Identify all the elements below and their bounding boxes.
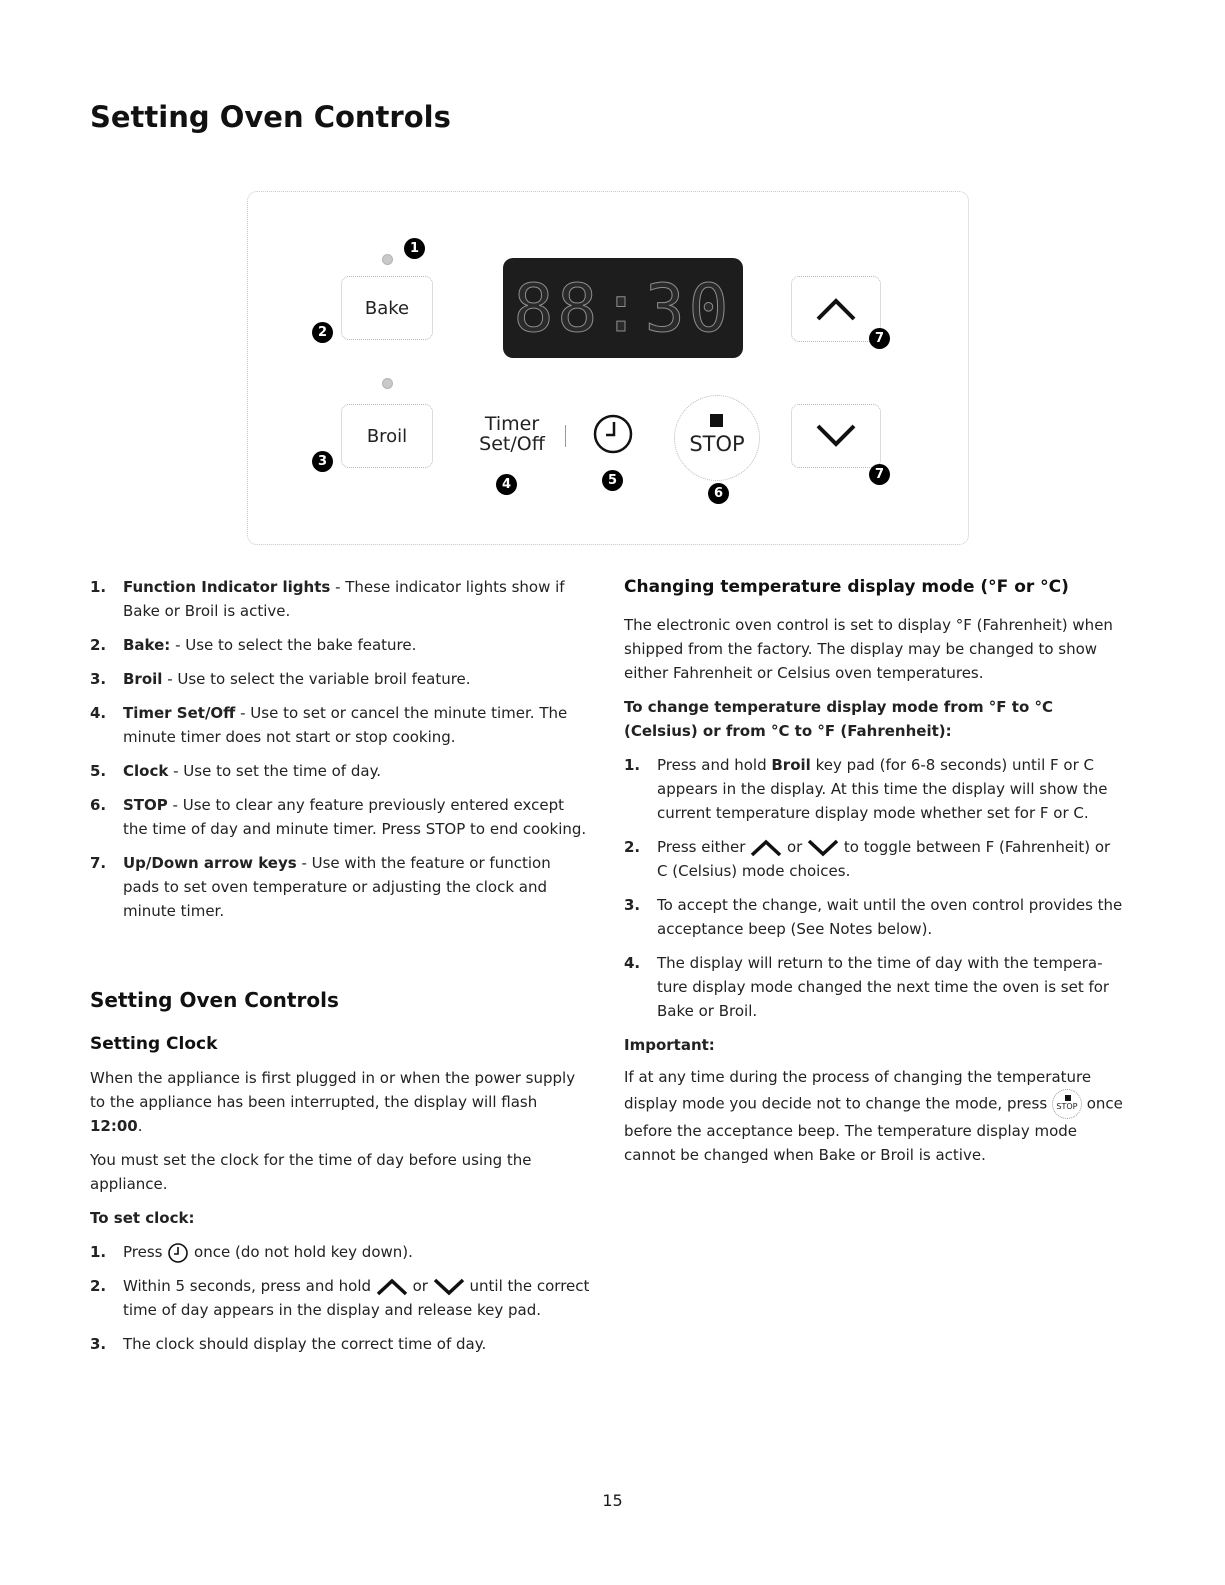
feature-item <box>90 667 590 691</box>
item-number: 4. <box>90 704 107 722</box>
item-term: Bake: <box>123 636 171 654</box>
feature-list <box>90 575 590 933</box>
step-text: to toggle between F (Fahrenheit) or C (Celsius) mode choices. <box>657 838 1111 880</box>
step-text: The clock should display the correct time of day. <box>123 1335 487 1353</box>
section-subheading: Setting Clock <box>90 1034 218 1054</box>
callout-6: 6 <box>708 483 729 504</box>
step-number: 2. <box>90 1277 107 1295</box>
item-term: Function Indicator lights <box>123 578 331 596</box>
feature-item <box>90 759 590 783</box>
step-item <box>90 1332 590 1356</box>
paragraph: You must set the clock for the time of day before using the appliance. <box>90 1151 532 1193</box>
down-arrow-icon <box>807 839 839 857</box>
step-text: To accept the change, wait until the oven control provides the acceptance beep (See Notes below). <box>657 896 1123 938</box>
up-arrow-icon <box>750 839 782 857</box>
note-text: once before the acceptance beep. The temperature display mode cannot be changed when Bake or Broil is active. <box>624 1094 1123 1164</box>
timer-set-off-button[interactable] <box>472 414 552 454</box>
callout-2: 2 <box>312 322 333 343</box>
item-number: 6. <box>90 796 107 814</box>
step-key: Broil <box>771 756 811 774</box>
item-term: Timer Set/Off <box>123 704 236 722</box>
page-number: 15 <box>602 1491 623 1510</box>
step-number: 2. <box>624 838 641 856</box>
instruction-label: To set clock: <box>90 1209 195 1227</box>
clock-button-icon[interactable] <box>592 413 634 455</box>
callout-1: 1 <box>404 238 425 259</box>
step-number: 3. <box>90 1335 107 1353</box>
step-number: 4. <box>624 954 641 972</box>
step-item <box>90 1274 590 1322</box>
step-item <box>624 893 1124 941</box>
callout-7-down: 7 <box>869 464 890 485</box>
note-text: If at any time during the process of changing the temperature display mode you decide not to change the mode, press <box>624 1068 1092 1113</box>
up-arrow-button[interactable] <box>791 276 881 342</box>
down-arrow-button[interactable] <box>791 404 881 468</box>
up-arrow-icon <box>376 1278 408 1296</box>
item-number: 1. <box>90 578 107 596</box>
stop-icon <box>1052 1089 1082 1119</box>
timer-divider <box>565 425 566 447</box>
step-item <box>624 753 1124 825</box>
step-text: Within 5 seconds, press and hold <box>123 1277 372 1295</box>
item-term: Broil <box>123 670 163 688</box>
step-number: 1. <box>624 756 641 774</box>
stop-icon-label: STOP <box>1056 1102 1078 1111</box>
feature-item <box>90 793 590 841</box>
broil-indicator-light <box>382 378 393 389</box>
temperature-mode-section <box>624 575 1124 1167</box>
feature-item <box>90 575 590 623</box>
bake-button-label: Bake <box>364 297 410 319</box>
feature-item <box>90 633 590 657</box>
paragraph <box>90 1066 590 1138</box>
item-text: - Use to set or cancel the minute timer. The minute timer does not start or stop cooking. <box>123 704 568 746</box>
callout-3: 3 <box>312 451 333 472</box>
item-number: 3. <box>90 670 107 688</box>
timer-label-line1: Timer <box>484 413 540 435</box>
timer-label-line2: Set/Off <box>479 433 545 455</box>
step-text: Press either <box>657 838 746 856</box>
stop-square-icon <box>710 414 723 427</box>
step-item <box>624 951 1124 1023</box>
paragraph-text: . <box>137 1117 143 1135</box>
stop-square-icon <box>1065 1095 1071 1101</box>
section-heading: Changing temperature display mode (°F or °C) <box>624 577 1069 597</box>
important-label: Important: <box>624 1036 715 1054</box>
step-text: Press and hold <box>657 756 772 774</box>
step-number: 1. <box>90 1243 107 1261</box>
item-term: Clock <box>123 762 169 780</box>
item-text: - These indicator lights show if Bake or Broil is active. <box>123 578 565 620</box>
step-item <box>90 1240 590 1264</box>
clock-icon <box>167 1242 189 1264</box>
item-number: 2. <box>90 636 107 654</box>
control-panel-diagram <box>247 191 969 545</box>
step-text: or <box>412 1277 428 1295</box>
step-text: once (do not hold key down). <box>194 1243 413 1261</box>
setting-clock-section <box>90 988 590 1366</box>
item-number: 7. <box>90 854 107 872</box>
stop-button[interactable] <box>674 395 760 481</box>
callout-7-up: 7 <box>869 328 890 349</box>
broil-button[interactable] <box>341 404 433 468</box>
up-arrow-icon <box>815 296 857 322</box>
step-text: Press <box>123 1243 163 1261</box>
step-text: until the correct time of day appears in the display and release key pad. <box>123 1277 590 1319</box>
bake-indicator-light <box>382 254 393 265</box>
page-title: Setting Oven Controls <box>90 100 451 134</box>
important-note <box>624 1065 1124 1167</box>
item-term: STOP <box>123 796 168 814</box>
display-digits: 88:30 <box>513 269 733 347</box>
bake-button[interactable] <box>341 276 433 340</box>
instruction-label: To change temperature display mode from °F to °C (Celsius) or from °C to °F (Fahrenheit): <box>624 698 1053 740</box>
item-text: - Use to set the time of day. <box>168 762 382 780</box>
item-number: 5. <box>90 762 107 780</box>
item-text: - Use with the feature or function pads to set oven temperature or adjusting the clock and minute timer. <box>123 854 551 920</box>
item-text: - Use to clear any feature previously entered except the time of day and minute timer. Press STOP to end cooking. <box>123 796 587 838</box>
step-item <box>624 835 1124 883</box>
step-text: key pad (for 6-8 seconds) until F or C appears in the display. At this time the display will show the current temperature display mode whether set for F or C. <box>657 756 1108 822</box>
feature-item <box>90 851 590 923</box>
flash-time: 12:00 <box>90 1117 138 1135</box>
down-arrow-icon <box>815 423 857 449</box>
stop-button-label: STOP <box>689 432 745 456</box>
item-text: - Use to select the variable broil feature. <box>162 670 471 688</box>
step-text: or <box>787 838 803 856</box>
paragraph: The electronic oven control is set to display °F (Fahrenheit) when shipped from the factory. The display may be changed to show either Fahrenheit or Celsius oven temperatures. <box>624 616 1113 682</box>
paragraph-text: When the appliance is first plugged in or when the power supply to the appliance has been interrupted, the display will flash <box>90 1069 576 1111</box>
down-arrow-icon <box>433 1278 465 1296</box>
clock-display <box>503 258 743 358</box>
callout-5: 5 <box>602 470 623 491</box>
step-number: 3. <box>624 896 641 914</box>
feature-item <box>90 701 590 749</box>
broil-button-label: Broil <box>366 425 408 447</box>
step-text: The display will return to the time of day with the tempera-ture display mode changed the next time the oven is set for Bake or Broil. <box>657 954 1110 1020</box>
item-text: - Use to select the bake feature. <box>170 636 417 654</box>
callout-4: 4 <box>496 474 517 495</box>
section-heading: Setting Oven Controls <box>90 988 339 1012</box>
item-term: Up/Down arrow keys <box>123 854 297 872</box>
